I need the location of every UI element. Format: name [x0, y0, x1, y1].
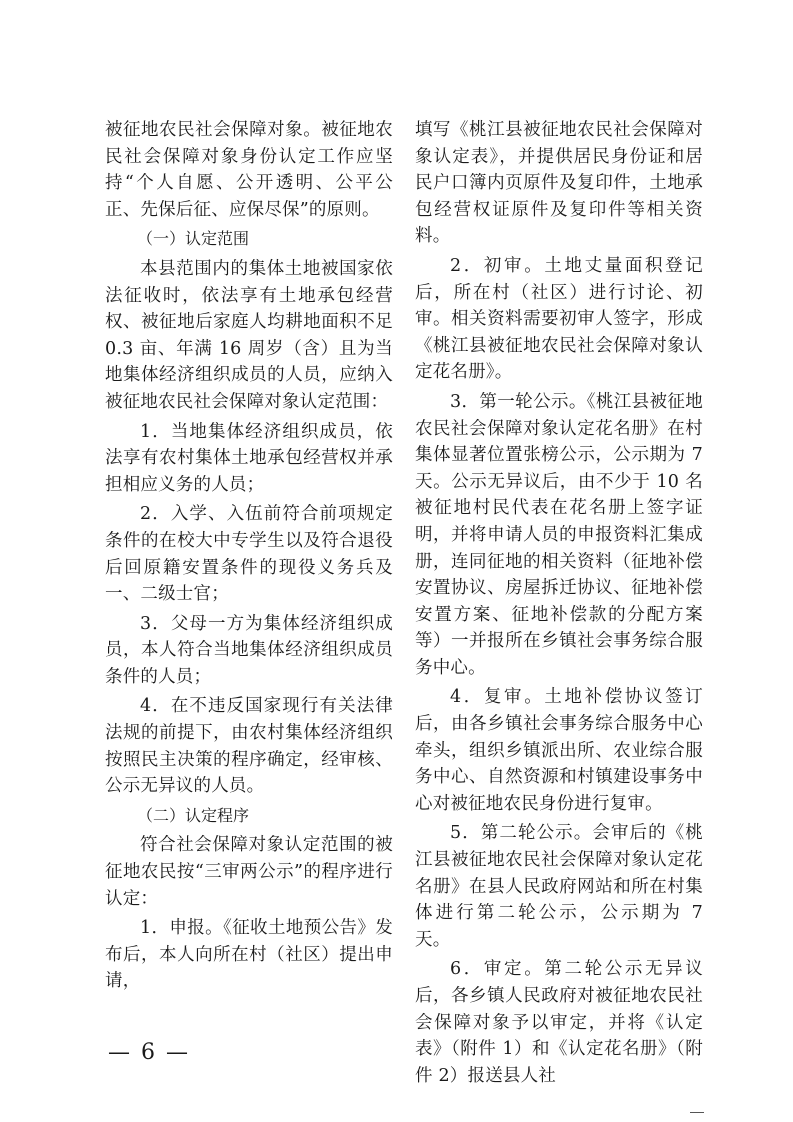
paragraph: 填写《桃江县被征地农民社会保障对象认定表》，并提供居民身份证和居民户口簿内页原件及复印件，土地承包经营权证原件及复印件等相关资料。: [415, 120, 703, 247]
list-item: 1．申报。《征收土地预公告》发布后，本人向所在村（社区）提出申请，: [105, 918, 393, 992]
list-item: 3．第一轮公示。《桃江县被征地农民社会保障对象认定花名册》在村集体显著位置张榜公示，公示期为 7 天。公示无异议后，由不少于 10 名被征地村民代表在花名册上签字证明，并将申请人员的申报资料汇集成册，连同征地的相关资料（征地补偿安置协议、房屋拆迁协议、征地补偿安置方案、征地补偿款的分配方案等）一并报所在乡镇社会事务综合服务中心。: [415, 391, 703, 678]
list-item: 2．入学、入伍前符合前项规定条件的在校大中专学生以及符合退役后回原籍安置条件的现役义务兵及一、二级士官；: [105, 504, 393, 605]
page-number: — 6 —: [108, 1040, 190, 1065]
paragraph: 本县范围内的集体土地被国家依法征收时，依法享有土地承包经营权、被征地后家庭人均耕地面积不足 0.3 亩、年满 16 周岁（含）且为当地集体经济组织成员的人员，应纳入被征地农民社会保障对象认定范围：: [105, 258, 393, 412]
list-item: 3．父母一方为集体经济组织成员，本人符合当地集体经济组织成员条件的人员；: [105, 613, 393, 687]
left-column: [105, 117, 393, 998]
corner-mark: [690, 1112, 704, 1115]
list-item: 1．当地集体经济组织成员，依法享有农村集体土地承包经营权并承担相应义务的人员；: [105, 421, 393, 495]
list-item: 5．第二轮公示。会审后的《桃江县被征地农民社会保障对象认定花名册》在县人民政府网站和所在村集体进行第二轮公示，公示期为 7 天。: [415, 823, 703, 950]
section-heading: （一）认定范围: [137, 229, 250, 249]
section-heading: （二）认定程序: [137, 805, 250, 825]
list-item: 6．审定。第二轮公示无异议后，各乡镇人民政府对被征地农民社会保障对象予以审定，并将《认定表》（附件 1）和《认定花名册》（附件 2）报送县人社: [415, 959, 703, 1086]
list-item: 4．复审。土地补偿协议签订后，由各乡镇社会事务综合服务中心牵头，组织乡镇派出所、农业综合服务中心、自然资源和村镇建设事务中心对被征地农民身份进行复审。: [415, 687, 703, 814]
paragraph: 被征地农民社会保障对象。被征地农民社会保障对象身份认定工作应坚持“个人自愿、公开透明、公平公正、先保后征、应保尽保”的原则。: [105, 120, 393, 220]
list-item: 2．初审。土地丈量面积登记后，所在村（社区）进行讨论、初审。相关资料需要初审人签字，形成《桃江县被征地农民社会保障对象认定花名册》。: [415, 255, 703, 383]
right-column: [415, 117, 703, 1092]
list-item: 4．在不违反国家现行有关法律法规的前提下，由农村集体经济组织按照民主决策的程序确定，经审核、公示无异议的人员。: [105, 696, 393, 797]
paragraph: 符合社会保障对象认定范围的被征地农民按“三审两公示”的程序进行认定：: [105, 835, 393, 909]
